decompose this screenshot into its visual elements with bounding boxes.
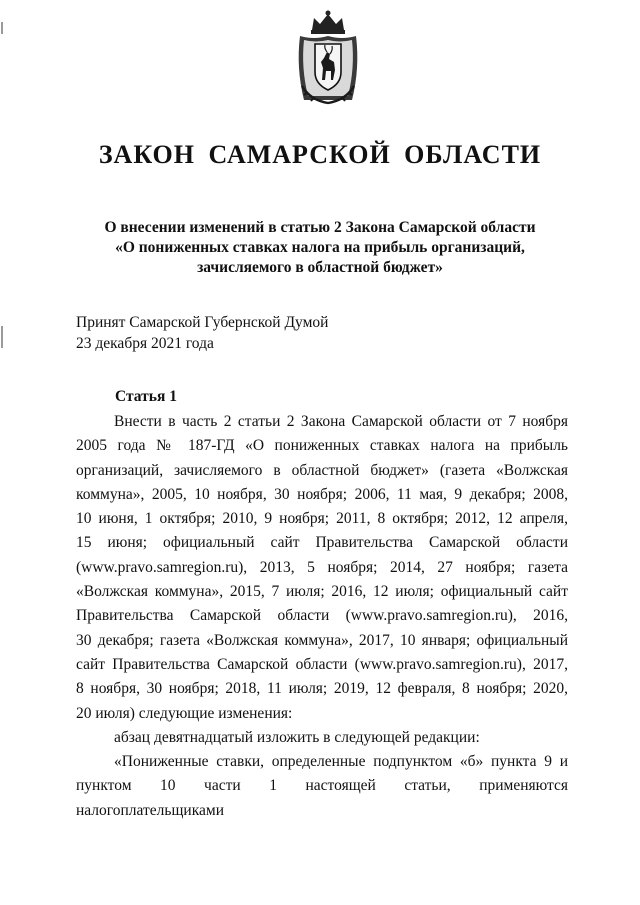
- scan-edge-mark: [1, 22, 3, 34]
- body-line: организаций, зачисляемого в областной бюджет» (газета «Волжская: [76, 461, 568, 479]
- subtitle-line: О внесении изменений в статью 2 Закона Самарской области: [104, 219, 536, 236]
- subtitle-line: зачисляемого в областной бюджет»: [197, 259, 443, 276]
- article-heading: Статья 1: [115, 388, 177, 405]
- body-line: (www.pravo.samregion.ru), 2013, 5 ноября; 2014, 27 ноября; газета: [76, 558, 568, 576]
- subtitle-line: «О пониженных ставках налога на прибыль организаций,: [115, 239, 525, 256]
- body-line: 8 ноября, 30 ноября; 2018, 11 июля; 2019, 12 февраля, 8 ноября; 2020,: [76, 680, 568, 698]
- body-line: коммуна», 2005, 10 ноября, 30 ноября; 2006, 11 мая, 9 декабря; 2008,: [76, 485, 568, 503]
- adoption-info: [76, 312, 328, 354]
- law-subtitle: [60, 218, 580, 278]
- body-line: 20 июля) следующие изменения:: [76, 704, 293, 722]
- body-line: сайт Правительства Самарской области (www.pravo.samregion.ru), 2017,: [76, 655, 568, 673]
- article-body: [76, 410, 568, 823]
- body-line: абзац девятнадцатый изложить в следующей редакции:: [114, 728, 480, 746]
- body-line: 30 декабря; газета «Волжская коммуна», 2017, 10 января; официальный: [76, 631, 568, 649]
- body-line: пунктом 10 части 1 настоящей статьи, применяются налогоплательщиками: [76, 777, 568, 819]
- adopted-by-line: Принят Самарской Губернской Думой: [76, 314, 329, 331]
- body-line: 15 июня; официальный сайт Правительства Самарской области: [76, 534, 568, 552]
- body-line: 10 июня, 1 октября; 2010, 9 ноября; 2011, 8 октября; 2012, 12 апреля,: [76, 510, 568, 528]
- body-line: «Пониженные ставки, определенные подпунктом «б» пункта 9 и: [114, 753, 568, 771]
- adopted-date-line: 23 декабря 2021 года: [76, 335, 214, 352]
- law-title: ЗАКОН САМАРСКОЙ ОБЛАСТИ: [98, 140, 542, 169]
- samara-oblast-coat-of-arms-icon: [288, 8, 368, 108]
- body-line: «Волжская коммуна», 2015, 7 июля; 2016, 12 июля; официальный сайт: [76, 583, 568, 601]
- scan-edge-mark: [1, 326, 3, 348]
- body-line: Внести в часть 2 статьи 2 Закона Самарской области от 7 ноября: [114, 413, 568, 430]
- body-line: 2005 года № 187-ГД «О пониженных ставках налога на прибыль: [76, 437, 568, 455]
- body-line: Правительства Самарской области (www.pravo.samregion.ru), 2016,: [76, 607, 568, 625]
